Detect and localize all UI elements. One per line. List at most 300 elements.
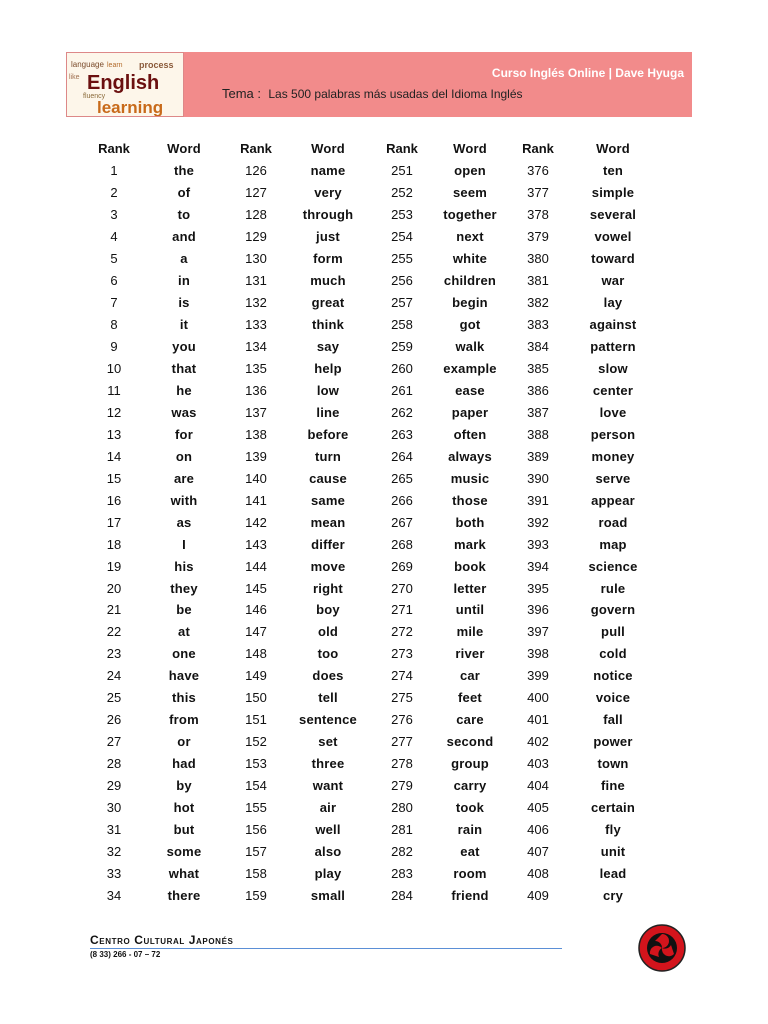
word-cell: science [588,558,638,574]
word-cell: play [314,865,342,881]
word-cell: feet [458,690,482,706]
word-cell: does [312,668,344,684]
rank-cell: 20 [106,580,122,596]
rank-cell: 379 [527,229,549,245]
rank-cell: 394 [527,558,549,574]
rank-cell: 256 [391,273,413,289]
word-cell: town [597,756,629,772]
word-cell: often [453,426,487,442]
word-cell: open [454,163,486,179]
table-row [80,336,650,358]
table-row [80,160,650,182]
word-cell: govern [590,602,636,618]
word-cell: on [175,448,193,464]
rank-cell: 129 [245,229,267,245]
word-cell: lay [603,295,623,311]
rank-cell: 269 [391,558,413,574]
rank-cell: 25 [106,690,122,706]
word-cell: love [599,404,627,420]
rank-cell: 275 [391,690,413,706]
word-cell: in [178,273,190,289]
rank-cell: 141 [245,492,267,508]
word-cell: children [443,273,497,289]
rank-cell: 378 [527,207,549,223]
svg-text:English: English [87,72,160,94]
rank-cell: 127 [245,185,267,201]
word-cell: ease [455,382,485,398]
rank-cell: 408 [527,865,549,881]
rank-cell: 137 [245,404,267,420]
word-cell: river [455,646,485,662]
rank-cell: 149 [245,668,267,684]
rank-cell: 407 [527,843,549,859]
rank-cell: 3 [110,207,118,223]
rank-cell: 6 [110,273,118,289]
rank-cell: 280 [391,800,413,816]
rank-cell: 159 [245,887,267,903]
word-cell: form [313,251,343,267]
rank-cell: 23 [106,646,122,662]
rank-cell: 254 [391,229,413,245]
word-cell: slow [598,361,628,376]
word-cell: say [316,339,340,355]
word-cell: pattern [590,339,636,355]
word-cell: cry [602,887,624,903]
rank-cell: 388 [527,426,549,442]
rank-cell: 158 [245,865,267,881]
rank-header: Rank [522,141,554,157]
topic-line [222,86,523,101]
rank-cell: 266 [391,492,413,508]
word-cell: war [601,273,625,289]
rank-cell: 2 [110,185,118,201]
svg-text:fluency: fluency [83,93,106,100]
rank-cell: 393 [527,536,549,552]
rank-cell: 18 [106,536,122,552]
table-row [80,621,650,643]
rank-cell: 136 [245,382,267,398]
word-cell: just [316,229,340,245]
word-cell: too [317,646,339,662]
word-header: Word [596,141,630,157]
word-cell: music [450,470,490,486]
svg-text:learning: learning [97,98,164,117]
word-cell: it [179,317,189,333]
table-header-row [80,138,650,160]
word-cell: with [170,492,198,508]
word-cell: ten [602,163,624,179]
rank-cell: 131 [245,273,267,289]
table-row [80,884,650,906]
rank-cell: 128 [245,207,267,223]
rank-cell: 7 [110,295,118,311]
table-row [80,687,650,709]
rank-cell: 29 [106,778,122,794]
table-row [80,358,650,380]
tomoe-emblem-icon [638,924,686,972]
table-row [80,797,650,819]
word-cell: car [459,668,481,684]
word-cell: low [316,382,340,398]
rank-cell: 276 [391,712,413,728]
svg-text:learn: learn [107,62,123,69]
table-row [80,467,650,489]
rank-cell: 273 [391,646,413,662]
rank-cell: 12 [106,404,122,420]
rank-cell: 392 [527,514,549,530]
rank-cell: 26 [106,712,122,728]
english-learning-logo [66,52,184,117]
rank-cell: 14 [106,448,122,464]
table-row [80,423,650,445]
word-cell: had [172,756,196,772]
table-row [80,226,650,248]
rank-cell: 135 [245,361,267,376]
table-row [80,182,650,204]
rank-cell: 386 [527,382,549,398]
rank-cell: 143 [245,536,267,552]
word-cell: that [171,361,197,376]
word-cell: hot [173,800,195,816]
rank-cell: 381 [527,273,549,289]
word-cell: the [173,163,195,179]
rank-cell: 155 [245,800,267,816]
word-cell: three [311,756,345,772]
rank-cell: 404 [527,778,549,794]
word-cell: this [172,690,196,706]
word-cell: also [314,843,342,859]
word-cell: for [175,426,193,442]
word-cell: group [451,756,489,772]
rank-cell: 8 [110,317,118,333]
rank-cell: 10 [106,361,122,376]
rank-cell: 390 [527,470,549,486]
word-header: Word [167,141,201,157]
rank-cell: 22 [106,624,122,640]
rank-cell: 147 [245,624,267,640]
word-cell: well [315,822,341,838]
rank-cell: 402 [527,734,549,750]
rank-cell: 281 [391,822,413,838]
rank-cell: 19 [106,558,122,574]
word-cell: turn [314,448,342,464]
rank-cell: 252 [391,185,413,201]
rank-cell: 140 [245,470,267,486]
rank-cell: 384 [527,339,549,355]
table-row [80,599,650,621]
word-cell: as [176,514,192,530]
word-cell: very [314,185,342,201]
word-cell: right [313,580,343,596]
header-banner [66,52,692,117]
word-cell: tell [318,690,338,706]
table-row [80,731,650,753]
rank-cell: 260 [391,361,413,376]
rank-cell: 138 [245,426,267,442]
rank-cell: 33 [106,865,122,881]
rank-cell: 382 [527,295,549,311]
word-cell: they [170,580,198,596]
word-cell: rain [457,822,483,838]
rank-cell: 30 [106,800,122,816]
rank-cell: 262 [391,404,413,420]
svg-text:process: process [139,60,174,70]
word-cell: road [598,514,628,530]
rank-cell: 152 [245,734,267,750]
word-cell: was [171,404,197,420]
word-cell: those [452,492,488,508]
footer-title: Centro Cultural Japonés [90,933,234,947]
rank-cell: 376 [527,163,549,179]
word-cell: by [176,778,192,794]
rank-cell: 153 [245,756,267,772]
rank-cell: 267 [391,514,413,530]
rank-cell: 383 [527,317,549,333]
rank-cell: 28 [106,756,122,772]
rank-cell: 146 [245,602,267,618]
word-cell: help [314,361,342,376]
word-cell: be [176,602,192,618]
word-cell: notice [593,668,633,684]
word-cell: next [456,229,484,245]
word-cell: mean [310,514,346,530]
rank-cell: 1 [110,163,118,179]
rank-cell: 151 [245,712,267,728]
rank-cell: 268 [391,536,413,552]
table-row [80,862,650,884]
table-row [80,401,650,423]
word-cell: to [177,207,191,223]
table-row [80,577,650,599]
rank-cell: 264 [391,448,413,464]
rank-cell: 278 [391,756,413,772]
rank-cell: 270 [391,580,413,596]
word-cell: great [311,295,345,311]
word-cell: fine [601,778,625,794]
rank-cell: 274 [391,668,413,684]
rank-cell: 139 [245,448,267,464]
rank-cell: 134 [245,339,267,355]
rank-cell: 150 [245,690,267,706]
word-cell: begin [452,295,488,311]
rank-cell: 396 [527,602,549,618]
table-row [80,753,650,775]
rank-cell: 9 [110,339,118,355]
table-row [80,379,650,401]
rank-cell: 284 [391,887,413,903]
rank-cell: 157 [245,843,267,859]
rank-cell: 142 [245,514,267,530]
table-row [80,775,650,797]
word-cell: serve [595,470,631,486]
word-cell: seem [452,185,488,201]
word-cell: care [456,712,484,728]
word-cell: vowel [594,229,632,245]
word-cell: air [319,800,337,816]
word-cell: toward [591,251,635,267]
word-cell: at [178,624,190,640]
word-cell: took [455,800,485,816]
rank-cell: 145 [245,580,267,596]
rank-cell: 380 [527,251,549,267]
rank-cell: 258 [391,317,413,333]
word-cell: cause [309,470,347,486]
rank-cell: 389 [527,448,549,464]
word-cell: from [169,712,199,728]
rank-cell: 405 [527,800,549,816]
word-cell: simple [591,185,635,201]
rank-cell: 387 [527,404,549,420]
word-cell: center [592,382,634,398]
rank-cell: 277 [391,734,413,750]
word-cell: walk [455,339,485,355]
word-cell: same [310,492,346,508]
word-cell: lead [599,865,627,881]
word-cell: some [166,843,202,859]
word-cell: of [177,185,191,201]
word-cell: several [589,207,637,223]
word-cell: certain [590,800,636,816]
word-cell: he [176,382,192,398]
rank-cell: 11 [107,382,121,398]
word-cell: want [312,778,344,794]
word-cell: map [599,536,627,552]
rank-cell: 255 [391,251,413,267]
word-cell: what [168,865,200,881]
word-cell: small [310,887,346,903]
word-cell: white [452,251,488,267]
footer-phone: (8 33) 266 - 07 – 72 [90,950,161,959]
word-cell: you [172,339,196,355]
rank-header: Rank [98,141,130,157]
rank-cell: 265 [391,470,413,486]
rank-cell: 16 [106,492,122,508]
table-row [80,314,650,336]
word-cell: line [316,404,340,420]
word-cell: book [454,558,486,574]
rank-cell: 377 [527,185,549,201]
word-cell: boy [316,602,340,618]
word-cell: paper [451,404,489,420]
word-cell: rule [600,580,626,596]
rank-cell: 21 [106,602,122,618]
rank-cell: 391 [527,492,549,508]
word-cell: set [318,734,338,750]
rank-cell: 253 [391,207,413,223]
word-cell: there [167,887,201,903]
rank-header: Rank [386,141,418,157]
rank-cell: 31 [106,822,122,838]
course-title: Curso Inglés Online | Dave Hyuga [491,66,684,80]
word-cell: unit [600,843,626,859]
word-cell: together [443,207,497,223]
word-cell: letter [453,580,487,596]
table-row [80,533,650,555]
rank-cell: 133 [245,317,267,333]
table-row [80,270,650,292]
rank-cell: 397 [527,624,549,640]
word-cell: is [178,295,190,311]
word-cell: second [446,734,494,750]
word-cell: and [172,229,196,245]
word-cell: against [589,317,637,333]
word-cell: I [182,536,186,552]
rank-cell: 156 [245,822,267,838]
table-row [80,248,650,270]
table-row [80,445,650,467]
rank-cell: 154 [245,778,267,794]
word-cell: differ [311,536,345,552]
topic-label: Tema : [222,86,262,101]
rank-cell: 13 [106,426,122,442]
rank-cell: 399 [527,668,549,684]
word-cell: got [459,317,481,333]
rank-cell: 132 [245,295,267,311]
word-cell: carry [453,778,487,794]
word-cell: much [310,273,346,289]
word-cell: but [173,822,195,838]
word-rank-table [80,138,650,906]
word-cell: power [593,734,633,750]
rank-cell: 261 [391,382,413,398]
rank-cell: 401 [527,712,549,728]
rank-cell: 32 [106,843,122,859]
word-cell: a [180,251,188,267]
word-cell: appear [591,492,635,508]
word-cell: until [455,602,485,618]
word-cell: mark [454,536,486,552]
word-header: Word [311,141,345,157]
word-cell: fall [603,712,623,728]
rank-cell: 130 [245,251,267,267]
table-row [80,204,650,226]
rank-cell: 4 [110,229,118,245]
word-cell: money [591,448,635,464]
word-cell: think [311,317,345,333]
word-cell: or [177,734,191,750]
word-cell: room [453,865,487,881]
rank-cell: 259 [391,339,413,355]
rank-cell: 279 [391,778,413,794]
rank-cell: 409 [527,887,549,903]
word-cell: pull [601,624,625,640]
word-cell: old [317,624,339,640]
rank-cell: 251 [391,163,413,179]
word-cell: person [590,426,636,442]
word-cell: mile [456,624,484,640]
word-cell: fly [605,822,621,838]
rank-cell: 144 [245,558,267,574]
rank-cell: 271 [391,602,413,618]
table-row [80,709,650,731]
word-cell: eat [460,843,480,859]
rank-cell: 385 [527,361,549,376]
rank-header: Rank [240,141,272,157]
word-cell: friend [451,887,489,903]
word-cell: voice [595,690,631,706]
word-cell: name [310,163,346,179]
rank-cell: 257 [391,295,413,311]
word-cell: one [172,646,196,662]
word-cell: through [302,207,354,223]
footer-divider [90,948,562,949]
word-cell: always [448,448,492,464]
rank-cell: 283 [391,865,413,881]
word-header: Word [453,141,487,157]
table-row [80,555,650,577]
table-row [80,292,650,314]
word-cell: have [168,668,200,684]
